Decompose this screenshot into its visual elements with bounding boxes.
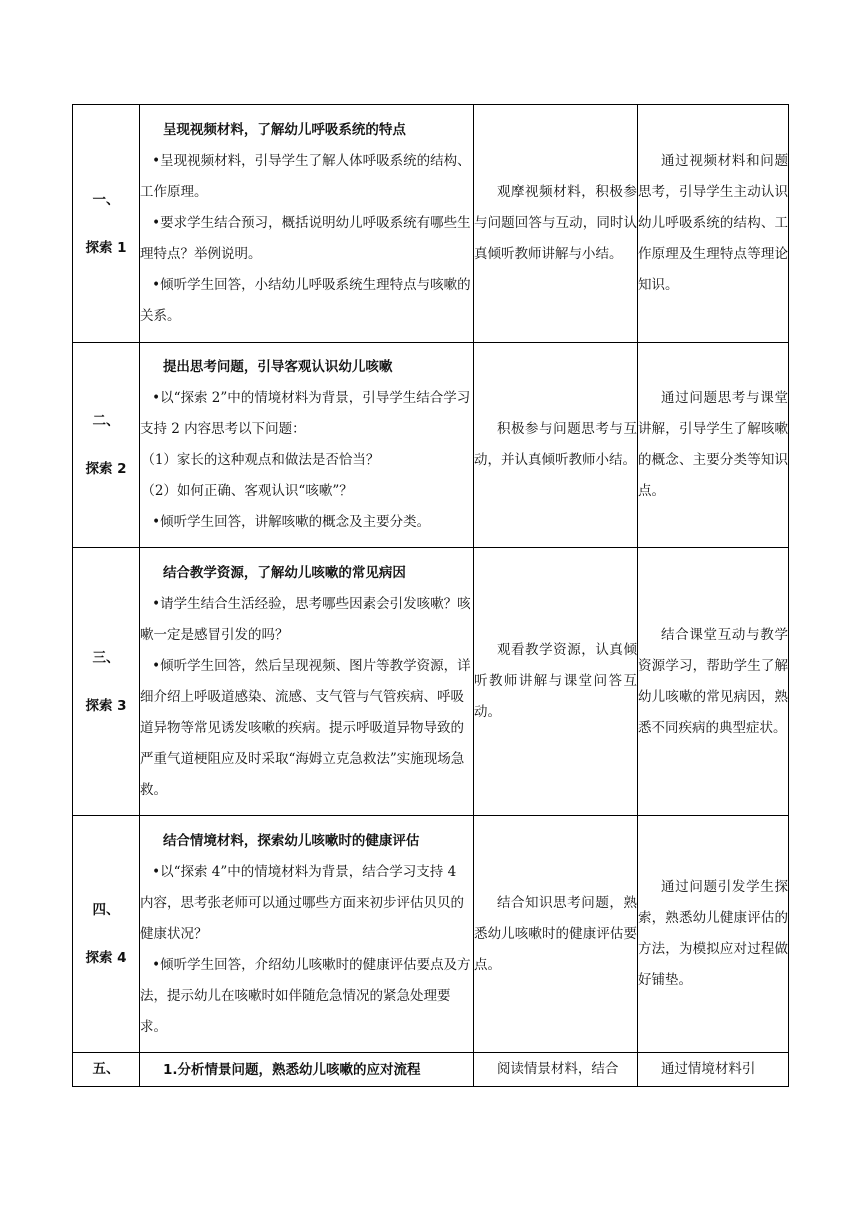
stage-name: 探索 1 [85, 239, 127, 256]
activity-item: •倾听学生回答，然后呈现视频、图片等教学资源，详细介绍上呼吸道感染、流感、支气管与气管疾病、呼吸道异物等常见诱发咳嗽的疾病。提示呼吸道异物导致的严重气道梗阻应及时采取“海姆立克急救法”实施现场急救。 [140, 657, 471, 798]
design-intent-cell: 结合课堂互动与教学资源学习，帮助学生了解幼儿咳嗽的常见病因，熟悉不同疾病的典型症状。 [638, 548, 789, 816]
activity-heading: 结合教学资源，了解幼儿咳嗽的常见病因 [162, 564, 406, 581]
activity-item: •要求学生结合预习，概括说明幼儿呼吸系统有哪些生理特点？举例说明。 [140, 215, 471, 262]
teacher-activity-cell [140, 1053, 474, 1087]
design-intent-cell: 通过问题引发学生探索，熟悉幼儿健康评估的方法，为模拟应对过程做好铺垫。 [638, 816, 789, 1053]
activity-item: •倾听学生回答，讲解咳嗽的概念及主要分类。 [152, 514, 431, 530]
stage-cell [73, 343, 140, 548]
stage-number: 三、 [92, 649, 120, 666]
activity-item: （1）家长的这种观点和做法是否恰当？ [141, 452, 380, 468]
stage-cell [73, 548, 140, 816]
activity-item: •以“探索 4”中的情境材料为背景，结合学习支持 4 内容，思考张老师可以通过哪些方面来初步评估贝贝的健康状况？ [140, 863, 464, 942]
stage-cell [73, 1053, 140, 1087]
student-activity-cell: 积极参与问题思考与互动，并认真倾听教师小结。 [474, 343, 638, 548]
stage-number: 二、 [92, 413, 120, 429]
activity-item: •倾听学生回答，小结幼儿呼吸系统生理特点与咳嗽的关系。 [140, 277, 471, 324]
activity-heading: 提出思考问题，引导客观认识幼儿咳嗽 [162, 359, 393, 375]
design-intent-cell: 通过视频材料和问题思考，引导学生主动认识幼儿呼吸系统的结构、工作原理及生理特点等理论知识。 [638, 105, 789, 343]
design-intent-cell: 通过情境材料引 [638, 1053, 789, 1087]
stage-cell [73, 105, 140, 343]
activity-item: •倾听学生回答，介绍幼儿咳嗽时的健康评估要点及方法，提示幼儿在咳嗽时如伴随危急情况的紧急处理要求。 [140, 956, 471, 1035]
table-row [73, 343, 789, 548]
student-activity-cell: 阅读情景材料，结合 [474, 1053, 638, 1087]
stage-number: 五、 [92, 1061, 120, 1077]
stage-cell [73, 816, 140, 1053]
activity-heading: 1.分析情景问题，熟悉幼儿咳嗽的应对流程 [162, 1061, 421, 1078]
activity-item: •请学生结合生活经验，思考哪些因素会引发咳嗽？咳嗽一定是感冒引发的吗？ [140, 595, 471, 643]
activity-heading: 呈现视频材料，了解幼儿呼吸系统的特点 [162, 122, 406, 138]
student-activity-cell: 观看教学资源，认真倾听教师讲解与课堂问答互动。 [474, 548, 638, 816]
student-activity-cell: 观摩视频材料，积极参与问题回答与互动，同时认真倾听教师讲解与小结。 [474, 105, 638, 343]
activity-item: •呈现视频材料，引导学生了解人体呼吸系统的结构、工作原理。 [140, 153, 471, 200]
stage-name: 探索 2 [85, 461, 127, 477]
teacher-activity-cell [140, 548, 474, 816]
design-intent-cell: 通过问题思考与课堂讲解，引导学生了解咳嗽的概念、主要分类等知识点。 [638, 343, 789, 548]
table-row [73, 548, 789, 816]
student-activity-cell: 结合知识思考问题，熟悉幼儿咳嗽时的健康评估要点。 [474, 816, 638, 1053]
teacher-activity-cell [140, 343, 474, 548]
lesson-plan-table [72, 104, 789, 1087]
teacher-activity-cell [140, 105, 474, 343]
stage-name: 探索 3 [85, 697, 127, 714]
table-row [73, 105, 789, 343]
stage-number: 四、 [92, 902, 120, 918]
teacher-activity-cell [140, 816, 474, 1053]
table-row [73, 816, 789, 1053]
stage-number: 一、 [92, 191, 120, 208]
activity-item: •以“探索 2”中的情境材料为背景，引导学生结合学习支持 2 内容思考以下问题： [140, 390, 471, 437]
stage-name: 探索 4 [85, 950, 127, 966]
activity-item: （2）如何正确、客观认识“咳嗽”？ [141, 483, 353, 499]
table-row [73, 1053, 789, 1087]
activity-heading: 结合情境材料，探索幼儿咳嗽时的健康评估 [162, 832, 420, 849]
